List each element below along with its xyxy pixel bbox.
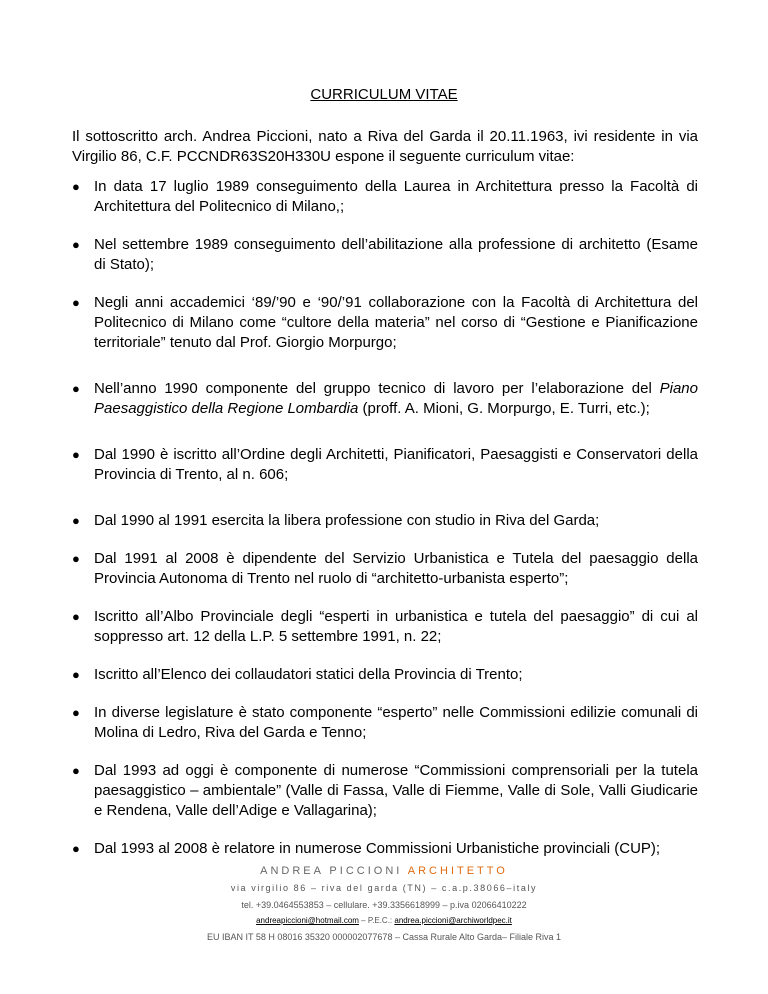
email-link[interactable]: andreapiccioni@hotmail.com: [256, 916, 359, 925]
footer-role: ARCHITETTO: [407, 865, 508, 877]
footer-emails: [0, 916, 768, 925]
intro-paragraph: Il sottoscritto arch. Andrea Piccioni, nato a Riva del Garda il 20.11.1963, ivi residente in via Virgilio 86, C.F. PCCNDR63S20H330U espone il seguente curriculum vitae:: [72, 128, 698, 165]
list-item: ● Nell’anno 1990 componente del gruppo tecnico di lavoro per l’elaborazione del Piano Paesaggistico della Regione Lombardia (proff. A. Mioni, G. Morpurgo, E. Turri, etc.);: [72, 380, 698, 417]
footer-address: via virgilio 86 – riva del garda (TN) – c.a.p.38066–italy: [230, 883, 538, 893]
list-item: ● Dal 1990 al 1991 esercita la libera professione con studio in Riva del Garda;: [72, 512, 600, 529]
list-item: ● Dal 1993 al 2008 è relatore in numerose Commissioni Urbanistiche provinciali (CUP);: [72, 840, 661, 857]
bullet-icon: ●: [72, 841, 80, 856]
footer-name: ANDREA PICCIONI: [260, 865, 403, 877]
bullet-icon: ●: [72, 447, 80, 462]
list-item: ● Dal 1993 ad oggi è componente di numerose “Commissioni comprensoriali per la tutela paesaggistico – ambientale” (Valle di Fassa, Valle di Fiemme, Valle di Sole, Valli Giudicarie e Rendena, Valle dell’Adige e Vallagarina);: [72, 762, 698, 819]
footer-letterhead: [0, 865, 768, 877]
bullet-icon: ●: [72, 295, 80, 310]
bullet-icon: ●: [72, 667, 80, 682]
bullet-icon: ●: [72, 763, 80, 778]
list-item: ● In data 17 luglio 1989 conseguimento della Laurea in Architettura presso la Facoltà di Architettura del Politecnico di Milano,;: [72, 178, 698, 215]
bullet-icon: ●: [72, 513, 80, 528]
bullet-icon: ●: [72, 179, 80, 194]
pec-email-link[interactable]: andrea.piccioni@archiworldpec.it: [394, 916, 512, 925]
list-item: ● Dal 1990 è iscritto all’Ordine degli Architetti, Pianificatori, Paesaggisti e Conservatori della Provincia di Trento, al n. 606;: [72, 446, 698, 483]
list-item: ● Nel settembre 1989 conseguimento dell’abilitazione alla professione di architetto (Esame di Stato);: [72, 236, 698, 273]
bullet-icon: ●: [72, 381, 80, 396]
list-item: ● In diverse legislature è stato componente “esperto” nelle Commissioni edilizie comunali di Molina di Ledro, Riva del Garda e Tenno;: [72, 704, 698, 741]
bullet-icon: ●: [72, 609, 80, 624]
pec-label: – P.E.C.:: [358, 916, 395, 925]
footer-iban: EU IBAN IT 58 H 08016 35320 000002077678 – Cassa Rurale Alto Garda– Filiale Riva 1: [206, 932, 562, 942]
document-title: CURRICULUM VITAE: [310, 86, 458, 103]
cv-list: [72, 177, 698, 877]
footer-phones: tel. +39.0464553853 – cellulare. +39.3356618999 – p.iva 02066410222: [241, 900, 527, 910]
list-item: ● Negli anni accademici ‘89/’90 e ‘90/’91 collaborazione con la Facoltà di Architettura del Politecnico di Milano come “cultore della materia” nel corso di “Gestione e Pianificazione territoriale” tenuto dal Prof. Giorgio Morpurgo;: [72, 294, 698, 351]
bullet-icon: ●: [72, 237, 80, 252]
bullet-icon: ●: [72, 551, 80, 566]
list-item: ● Iscritto all’Albo Provinciale degli “esperti in urbanistica e tutela del paesaggio” di cui al soppresso art. 12 della L.P. 5 settembre 1991, n. 22;: [72, 608, 698, 645]
bullet-icon: ●: [72, 705, 80, 720]
list-item: ● Dal 1991 al 2008 è dipendente del Servizio Urbanistica e Tutela del paesaggio della Provincia Autonoma di Trento nel ruolo di “architetto-urbanista esperto”;: [72, 550, 698, 587]
plan-title: Piano Paesaggistico della Regione Lombardia: [94, 380, 698, 417]
list-item: ● Iscritto all’Elenco dei collaudatori statici della Provincia di Trento;: [72, 666, 523, 683]
